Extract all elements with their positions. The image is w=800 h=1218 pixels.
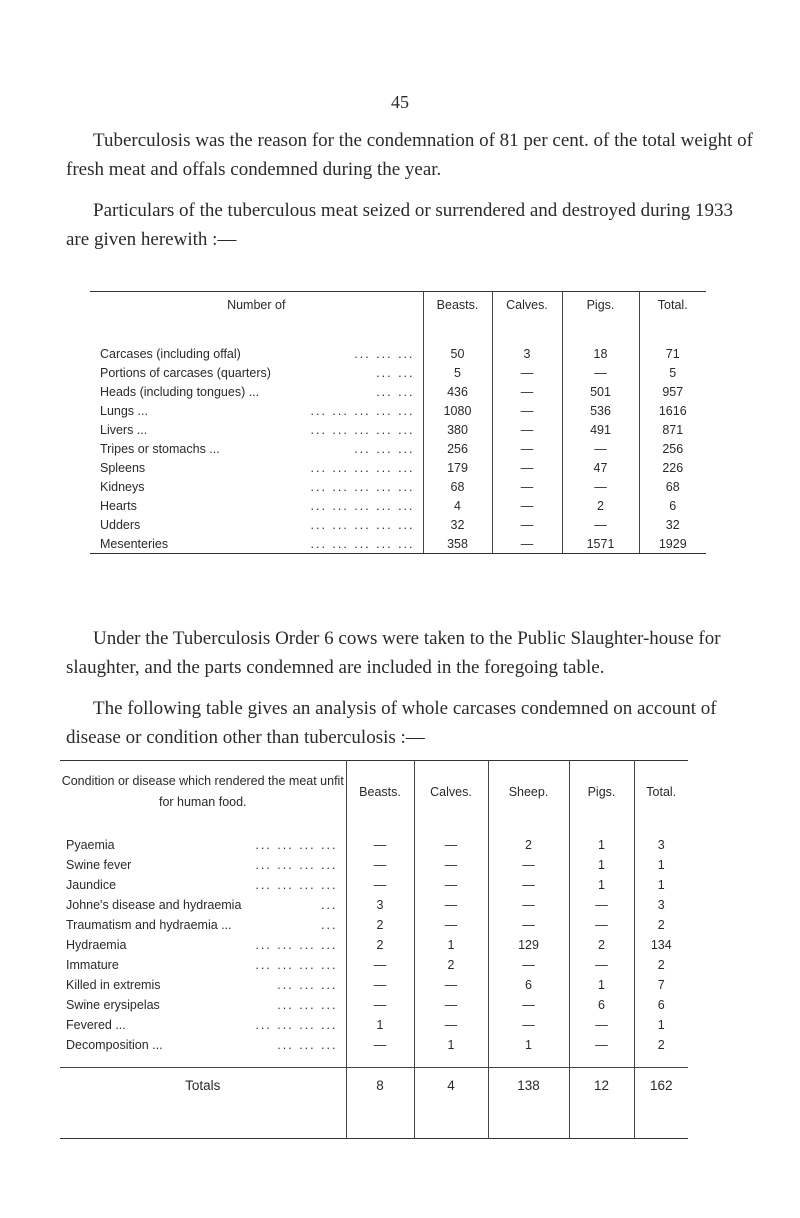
table-cell: 71 [639,344,706,363]
leader-dots: ... [321,898,338,912]
totals-cell: 4 [414,1068,488,1139]
table-cell: 957 [639,382,706,401]
table-cell: — [492,382,562,401]
row-label [100,461,423,475]
row-label [66,858,346,872]
row-label-cell [90,439,423,458]
row-label-text: Carcases (including offal) [100,346,241,361]
table-cell: — [562,363,639,382]
totals-cell: 162 [634,1068,688,1139]
leader-dots: ... ... ... ... ... [310,479,415,494]
table-row [90,534,706,554]
row-label-cell [60,835,346,855]
spacer-cell [569,823,634,835]
table-cell: 491 [562,420,639,439]
table-row [90,401,706,420]
table-cell: 871 [639,420,706,439]
spacer-cell [414,1055,488,1068]
spacer-cell [639,330,706,344]
table-row [90,382,706,401]
column-header: Pigs. [569,761,634,824]
spacer-cell [488,823,569,835]
row-label-text: Pyaemia [66,838,115,852]
table-cell: 380 [423,420,492,439]
row-label-cell [60,895,346,915]
table-cell: — [488,995,569,1015]
row-label-cell [90,496,423,515]
table-cell: — [492,420,562,439]
table-cell: — [346,855,414,875]
row-label-text: Johne's disease and hydraemia [66,898,242,912]
row-label-cell [90,344,423,363]
table-cell: — [488,875,569,895]
row-label-text: Tripes or stomachs ... [100,441,220,456]
row-label [66,898,346,912]
paragraph-tuberculosis-order [66,624,756,682]
row-label-text: Livers ... [100,422,148,437]
table-cell: 1616 [639,401,706,420]
leader-dots: ... ... ... [277,1038,338,1052]
table-cell: — [569,955,634,975]
table-cell: — [488,915,569,935]
row-label-cell [60,1035,346,1055]
table-cell: 1 [414,935,488,955]
row-label-text: Immature [66,958,119,972]
leader-dots: ... ... ... [277,978,338,992]
spacer-cell [634,823,688,835]
table-cell: 501 [562,382,639,401]
table-cell: 5 [639,363,706,382]
row-label-text: Swine erysipelas [66,998,160,1012]
row-label-cell [60,855,346,875]
row-label [100,499,423,513]
table-cell: 2 [488,835,569,855]
table-cell: 3 [634,895,688,915]
table-cell: — [492,534,562,554]
leader-dots: ... ... ... ... ... [310,498,415,513]
table-cell: — [488,855,569,875]
table-header-row [90,292,706,331]
leader-dots: ... ... [376,384,415,399]
row-label [100,366,423,380]
row-label-text: Kidneys [100,479,145,494]
table-row [60,975,688,995]
table-row [60,995,688,1015]
table-row [90,439,706,458]
row-label [100,518,423,532]
table-header-row [60,761,688,824]
table-cell: 2 [414,955,488,975]
spacer-cell [346,1055,414,1068]
table-cell: 436 [423,382,492,401]
column-header: Beasts. [423,292,492,331]
table-row [60,855,688,875]
row-label-text: Hearts [100,498,137,513]
column-header: Number of [227,298,286,312]
column-header: Total. [634,761,688,824]
paragraph-other-diseases [66,694,756,752]
table-cell: 1 [488,1035,569,1055]
leader-dots: ... ... ... ... [255,858,338,872]
table-cell: — [346,835,414,855]
table-cell: 3 [346,895,414,915]
table-cell: — [414,1015,488,1035]
table-cell: 2 [634,1035,688,1055]
column-header: Pigs. [562,292,639,331]
table-cell: 32 [423,515,492,534]
table-cell: 6 [569,995,634,1015]
row-label-text: Hydraemia [66,938,127,952]
column-header: Condition or disease which rendered the meat unfit for human food. [61,774,344,809]
column-header: Beasts. [346,761,414,824]
table-cell: 4 [423,496,492,515]
table-cell: 1571 [562,534,639,554]
row-label-text: Fevered ... [66,1018,126,1032]
row-label-text: Swine fever [66,858,132,872]
row-label [66,978,346,992]
paragraph-text: Tuberculosis was the reason for the condemnation of 81 per cent. of the total weight of fresh meat and offals condemned during the year. [66,130,753,180]
totals-cell: 138 [488,1068,569,1139]
table-cell: 1 [569,835,634,855]
row-label-cell [60,995,346,1015]
row-label-cell [60,915,346,935]
row-label-text: Lungs ... [100,403,148,418]
table-cell: 1 [569,975,634,995]
paragraph-text: Particulars of the tuberculous meat seized or surrendered and destroyed during 1933 are given herewith :— [66,200,733,250]
table-row [60,935,688,955]
row-label [66,918,346,932]
table-cell: — [569,1015,634,1035]
leader-dots: ... ... ... [354,346,415,361]
table-row [90,477,706,496]
leader-dots: ... ... ... [354,441,415,456]
row-label-cell [90,363,423,382]
column-header: Calves. [492,292,562,331]
table-cell: — [492,401,562,420]
table-cell: — [414,995,488,1015]
table-row [90,363,706,382]
table-cell: 68 [639,477,706,496]
leader-dots: ... ... ... ... [255,958,338,972]
table-cell: 2 [634,915,688,935]
table-row [90,515,706,534]
page-number: 45 [391,92,409,112]
spacer-cell [634,1055,688,1068]
leader-dots: ... [321,918,338,932]
row-label [66,1018,346,1032]
leader-dots: ... ... ... ... [255,1018,338,1032]
totals-cell: 12 [569,1068,634,1139]
leader-dots: ... ... ... ... [255,838,338,852]
table-cell: — [492,496,562,515]
row-label [66,878,346,892]
leader-dots: ... ... ... ... ... [310,517,415,532]
row-label-text: Traumatism and hydraemia ... [66,918,232,932]
spacer-cell [346,823,414,835]
row-label [100,537,423,551]
spacer-cell [414,823,488,835]
row-label-text: Decomposition ... [66,1038,163,1052]
row-label [100,385,423,399]
leader-dots: ... ... ... ... ... [310,422,415,437]
column-header: Calves. [414,761,488,824]
leader-dots: ... ... [376,365,415,380]
row-label-text: Mesenteries [100,536,169,551]
table-cell: — [346,955,414,975]
other-disease-carcases-table [60,760,688,1139]
row-label-cell [60,875,346,895]
row-label [100,347,423,361]
table-cell: 2 [346,935,414,955]
table-row [60,1015,688,1035]
spacer-row [60,823,688,835]
column-header: Total. [639,292,706,331]
table-cell: 5 [423,363,492,382]
leader-dots: ... ... ... ... ... [310,536,415,551]
table-cell: — [346,975,414,995]
table-row [60,875,688,895]
table-cell: 2 [346,915,414,935]
row-label-cell [90,420,423,439]
table-cell: — [569,915,634,935]
table-row [60,915,688,935]
table-cell: — [414,875,488,895]
row-label [100,423,423,437]
row-label-text: Jaundice [66,878,117,892]
totals-cell: 8 [346,1068,414,1139]
table-cell: — [562,515,639,534]
table-cell: — [492,477,562,496]
table-cell: 3 [634,835,688,855]
table-cell: 1080 [423,401,492,420]
row-label-text: Udders [100,517,141,532]
spacer-row [90,330,706,344]
row-label-cell [60,955,346,975]
table-row [60,835,688,855]
table-row [90,458,706,477]
table-cell: — [488,895,569,915]
table-cell: 358 [423,534,492,554]
table-cell: 1 [634,1015,688,1035]
table-cell: 6 [488,975,569,995]
table-cell: 536 [562,401,639,420]
spacer-cell [60,1055,346,1068]
row-label-cell [60,935,346,955]
spacer-cell [90,330,423,344]
table-cell: — [492,515,562,534]
table-cell: 68 [423,477,492,496]
row-label [100,480,423,494]
table-cell: — [562,477,639,496]
leader-dots: ... ... ... ... ... [310,460,415,475]
table-cell: 3 [492,344,562,363]
row-label [100,442,423,456]
spacer-cell [569,1055,634,1068]
row-label-cell [60,975,346,995]
spacer-cell [492,330,562,344]
row-label [66,938,346,952]
row-label-text: Spleens [100,460,146,475]
leader-dots: ... ... ... [277,998,338,1012]
leader-dots: ... ... ... ... [255,938,338,952]
table-cell: — [488,1015,569,1035]
table-cell: — [492,363,562,382]
totals-label: Totals [60,1068,346,1139]
row-label-cell [90,458,423,477]
table-cell: 6 [639,496,706,515]
table-cell: 18 [562,344,639,363]
table-cell: — [492,458,562,477]
table-cell: 2 [634,955,688,975]
table-cell: — [569,1035,634,1055]
table-cell: 1 [346,1015,414,1035]
table-cell: 50 [423,344,492,363]
column-header: Sheep. [488,761,569,824]
table-cell: — [414,915,488,935]
table-cell: 32 [639,515,706,534]
row-label [66,838,346,852]
table-cell: 129 [488,935,569,955]
table-cell: — [346,875,414,895]
row-label [66,958,346,972]
table-cell: 1929 [639,534,706,554]
table-cell: — [562,439,639,458]
table-cell: 179 [423,458,492,477]
table-cell: — [569,895,634,915]
table-cell: — [488,955,569,975]
table-cell: — [346,995,414,1015]
paragraph-text: Under the Tuberculosis Order 6 cows were taken to the Public Slaughter-house for slaughter, and the parts condemned are included in the foregoing table. [66,628,721,678]
paragraph-particulars [66,196,756,254]
table-cell: 256 [423,439,492,458]
table-row [90,496,706,515]
table-cell: 256 [639,439,706,458]
table-cell: 1 [634,855,688,875]
row-label-cell [90,515,423,534]
row-label [100,404,423,418]
spacer-cell [423,330,492,344]
table-cell: 1 [569,855,634,875]
row-label-cell [90,477,423,496]
table-cell: 1 [414,1035,488,1055]
row-label-text: Portions of carcases (quarters) [100,365,271,380]
paragraph-tuberculosis-percentage [66,126,756,184]
table-cell: — [492,439,562,458]
table-cell: 134 [634,935,688,955]
table-cell: 1 [634,875,688,895]
table-cell: 226 [639,458,706,477]
leader-dots: ... ... ... ... [255,878,338,892]
table-row [60,955,688,975]
table-cell: 2 [569,935,634,955]
table-row [60,1035,688,1055]
totals-row [60,1068,688,1139]
table-cell: — [414,895,488,915]
row-label [66,1038,346,1052]
table-cell: 47 [562,458,639,477]
tuberculous-meat-table [90,291,706,554]
table-cell: 6 [634,995,688,1015]
table-cell: — [414,855,488,875]
table-cell: 7 [634,975,688,995]
spacer-cell [562,330,639,344]
row-label-cell [60,1015,346,1035]
spacer-cell [488,1055,569,1068]
row-label-text: Killed in extremis [66,978,161,992]
spacer-cell [60,823,346,835]
row-label [66,998,346,1012]
table-cell: 2 [562,496,639,515]
leader-dots: ... ... ... ... ... [310,403,415,418]
table-cell: — [414,835,488,855]
row-label-text: Heads (including tongues) ... [100,384,260,399]
table-row [60,895,688,915]
spacer-row [60,1055,688,1068]
table-cell: 1 [569,875,634,895]
table-cell: — [346,1035,414,1055]
table-row [90,420,706,439]
row-label-cell [90,401,423,420]
row-label-cell [90,534,423,554]
paragraph-text: The following table gives an analysis of whole carcases condemned on account of disease or condition other than tuberculosis :— [66,698,717,748]
row-label-cell [90,382,423,401]
table-cell: — [414,975,488,995]
table-row [90,344,706,363]
